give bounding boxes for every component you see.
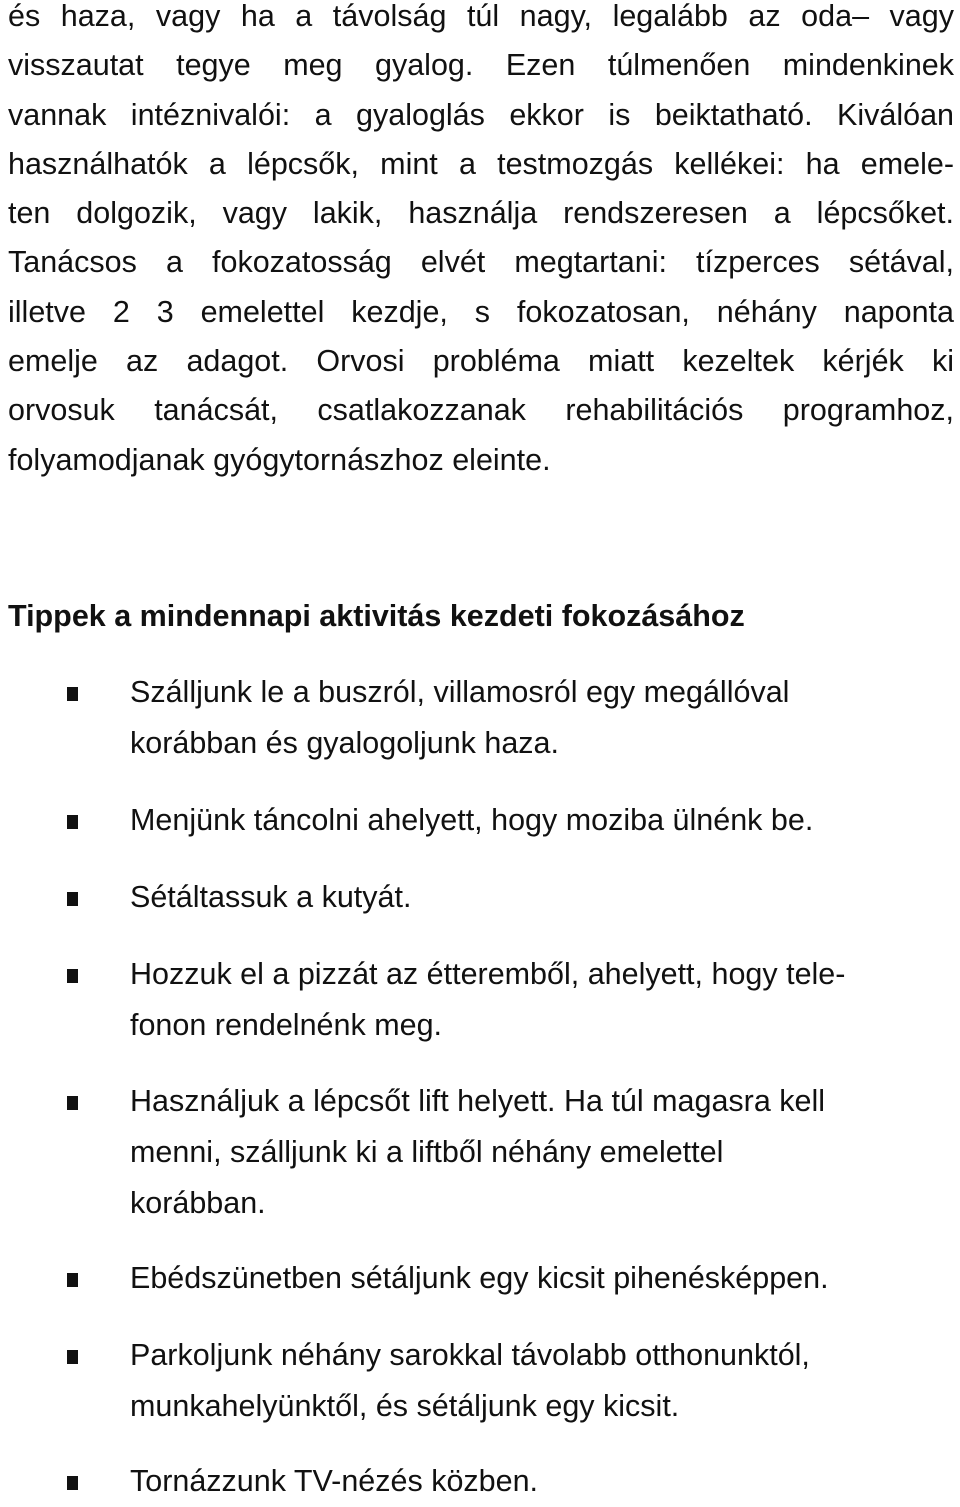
list-item-line: menni, szálljunk ki a liftből néhány emelettel: [130, 1135, 724, 1169]
paragraph-line: használhatók a lépcsők, mint a testmozgás kellékei: ha emele-: [8, 146, 954, 181]
list-item-line: fonon rendelnénk meg.: [130, 1008, 442, 1042]
list-item-line: Hozzuk el a pizzát az étteremből, ahelyett, hogy tele-: [130, 957, 846, 991]
bullet-icon: [67, 815, 78, 829]
list-item-line: munkahelyünktől, és sétáljunk egy kicsit.: [130, 1389, 680, 1423]
list-item-line: korábban és gyalogoljunk haza.: [130, 726, 559, 760]
list-item-line: korábban.: [130, 1186, 266, 1220]
bullet-icon: [67, 1273, 78, 1287]
paragraph-line: folyamodjanak gyógytornászhoz eleinte.: [8, 442, 551, 477]
paragraph-line: emelje az adagot. Orvosi probléma miatt kezeltek kérjék ki: [8, 344, 954, 379]
list-item-line: Menjünk táncolni ahelyett, hogy moziba ülnénk be.: [130, 803, 814, 837]
list-item-line: Szálljunk le a buszról, villamosról egy megállóval: [130, 675, 790, 709]
bullet-icon: [67, 1476, 78, 1490]
bullet-icon: [67, 687, 78, 701]
bullet-icon: [67, 892, 78, 906]
bullet-icon: [67, 1350, 78, 1364]
section-heading: Tippek a mindennapi aktivitás kezdeti fokozásához: [8, 599, 745, 633]
paragraph-line: visszautat tegye meg gyalog. Ezen túlmenően mindenkinek: [8, 48, 954, 83]
list-item-line: Tornázzunk TV-nézés közben.: [130, 1464, 539, 1498]
list-item-line: Parkoljunk néhány sarokkal távolabb otthonunktól,: [130, 1338, 810, 1372]
paragraph-line: Tanácsos a fokozatosság elvét megtartani: tízperces sétával,: [8, 245, 954, 280]
bullet-icon: [67, 969, 78, 983]
paragraph-line: orvosuk tanácsát, csatlakozzanak rehabilitációs programhoz,: [8, 393, 954, 428]
list-item-line: Használjuk a lépcsőt lift helyett. Ha túl magasra kell: [130, 1084, 826, 1118]
bullet-icon: [67, 1096, 78, 1110]
paragraph-line: vannak intéznivalói: a gyaloglás ekkor is beiktatható. Kiválóan: [8, 97, 954, 132]
paragraph-line: illetve 2 3 emelettel kezdje, s fokozatosan, néhány naponta: [8, 294, 954, 329]
intro-paragraph: [8, 0, 954, 485]
list-item-line: Ebédszünetben sétáljunk egy kicsit pihenésképpen.: [130, 1261, 829, 1295]
paragraph-line: és haza, vagy ha a távolság túl nagy, legalább az oda– vagy: [8, 0, 954, 33]
paragraph-line: ten dolgozik, vagy lakik, használja rendszeresen a lépcsőket.: [8, 196, 954, 231]
list-item-line: Sétáltassuk a kutyát.: [130, 880, 412, 914]
